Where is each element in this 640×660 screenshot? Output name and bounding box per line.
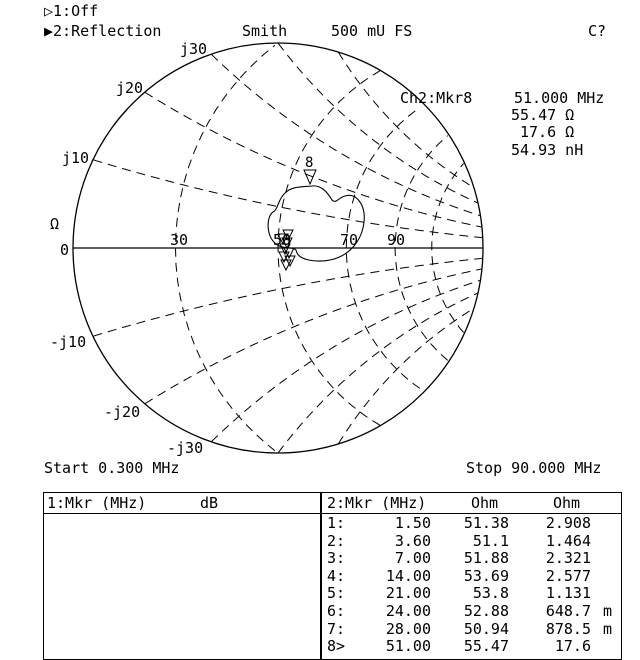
reactance-arc — [338, 308, 473, 444]
table-row[interactable] — [321, 550, 621, 566]
marker-frequency: 28.00 — [385, 619, 431, 638]
table-row[interactable] — [321, 533, 621, 549]
marker-id: 6: — [327, 602, 346, 620]
table-header — [321, 493, 621, 514]
table1-unit: dB — [200, 494, 219, 512]
marker-readout-resistance: 55.47 Ω — [511, 106, 575, 124]
marker-readout-label: Ch2:Mkr8 — [400, 89, 473, 107]
marker-frequency: 1.50 — [394, 514, 431, 532]
marker-frequency: 3.60 — [394, 531, 431, 550]
label-j10: j10 — [62, 149, 90, 167]
marker-readout-reactance: 17.6 Ω — [520, 123, 575, 141]
marker-resistance: 51.88 — [463, 549, 509, 568]
reactance-arc — [211, 54, 480, 215]
table-row[interactable] — [321, 585, 621, 601]
marker-id: 5: — [327, 584, 346, 603]
cal-status: C? — [588, 22, 607, 40]
display-format: Smith — [242, 22, 288, 40]
marker-readout-frequency: 51.000 MHz — [514, 89, 605, 107]
channel-1-marker-table — [43, 492, 322, 660]
label-r90: 90 — [387, 231, 406, 249]
marker-resistance: 50.94 — [463, 619, 509, 638]
active-marker-triangle-icon — [304, 170, 316, 184]
label-ohm: Ω — [50, 215, 60, 233]
label-j20: j20 — [116, 79, 144, 97]
marker-id: 3: — [327, 549, 346, 568]
label-zero: 0 — [60, 241, 70, 259]
marker-reactance: 878.5 — [545, 619, 591, 638]
marker-frequency: 24.00 — [385, 602, 431, 620]
marker-reactance: 2.908 — [545, 514, 591, 532]
marker-reactance: 17.6 — [554, 637, 591, 656]
marker-id: 2: — [327, 531, 346, 550]
active-marker-label: 8 — [305, 155, 314, 171]
label-minus-j30: -j30 — [167, 439, 204, 457]
marker-id: 8> — [327, 637, 346, 656]
marker-frequency: 7.00 — [394, 549, 431, 568]
table-row[interactable] — [321, 568, 621, 584]
marker-reactance: 2.577 — [545, 566, 591, 585]
table-row[interactable] — [321, 621, 621, 637]
table2-col2: Ohm — [471, 494, 499, 512]
table2-header: 2:Mkr (MHz) — [327, 494, 427, 512]
marker-unit: m — [603, 619, 613, 638]
marker-frequency: 21.00 — [385, 584, 431, 603]
sweep-start[interactable]: Start 0.300 MHz — [44, 459, 180, 477]
marker-resistance: 51.1 — [472, 531, 509, 550]
marker-frequency: 14.00 — [385, 566, 431, 585]
reactance-arc — [93, 160, 482, 238]
marker-reactance: 2.321 — [545, 549, 591, 568]
reactance-arc — [338, 52, 473, 188]
table-row[interactable] — [321, 638, 621, 654]
table1-header: 1:Mkr (MHz) — [47, 494, 147, 512]
marker-resistance: 53.69 — [463, 566, 509, 585]
marker-resistance: 53.8 — [472, 584, 509, 603]
label-minus-j20: -j20 — [104, 403, 141, 421]
scale-readout: 500 mU FS — [331, 22, 413, 40]
label-r30: 30 — [170, 231, 189, 249]
label-r50: 50 — [273, 231, 292, 249]
marker-unit: m — [603, 602, 613, 620]
label-minus-j10: -j10 — [50, 333, 87, 351]
marker-resistance: 52.88 — [463, 602, 509, 620]
label-j30: j30 — [180, 40, 208, 58]
marker-id: 1: — [327, 514, 346, 532]
marker-frequency: 51.00 — [385, 637, 431, 656]
marker-reactance: 1.131 — [545, 584, 591, 603]
table2-col3: Ohm — [553, 494, 581, 512]
reactance-arc — [211, 280, 480, 441]
marker-reactance: 648.7 — [545, 602, 591, 620]
table-row[interactable] — [321, 515, 621, 531]
channel-2-marker-table — [320, 492, 622, 660]
marker-reactance: 1.464 — [545, 531, 591, 550]
table-row[interactable] — [321, 603, 621, 619]
table-header — [44, 493, 321, 514]
marker-readout-inductance: 54.93 nH — [511, 141, 584, 159]
reactance-arc — [278, 293, 477, 452]
marker-resistance: 55.47 — [463, 637, 509, 656]
reactance-arc — [93, 258, 482, 336]
channel-2-status[interactable]: ▶2:Reflection — [44, 22, 162, 40]
marker-resistance: 51.38 — [463, 514, 509, 532]
label-r70: 70 — [340, 231, 359, 249]
marker-id: 7: — [327, 619, 346, 638]
marker-id: 4: — [327, 566, 346, 585]
channel-1-status[interactable]: ▷1:Off — [44, 2, 99, 20]
sweep-stop[interactable]: Stop 90.000 MHz — [466, 459, 602, 477]
